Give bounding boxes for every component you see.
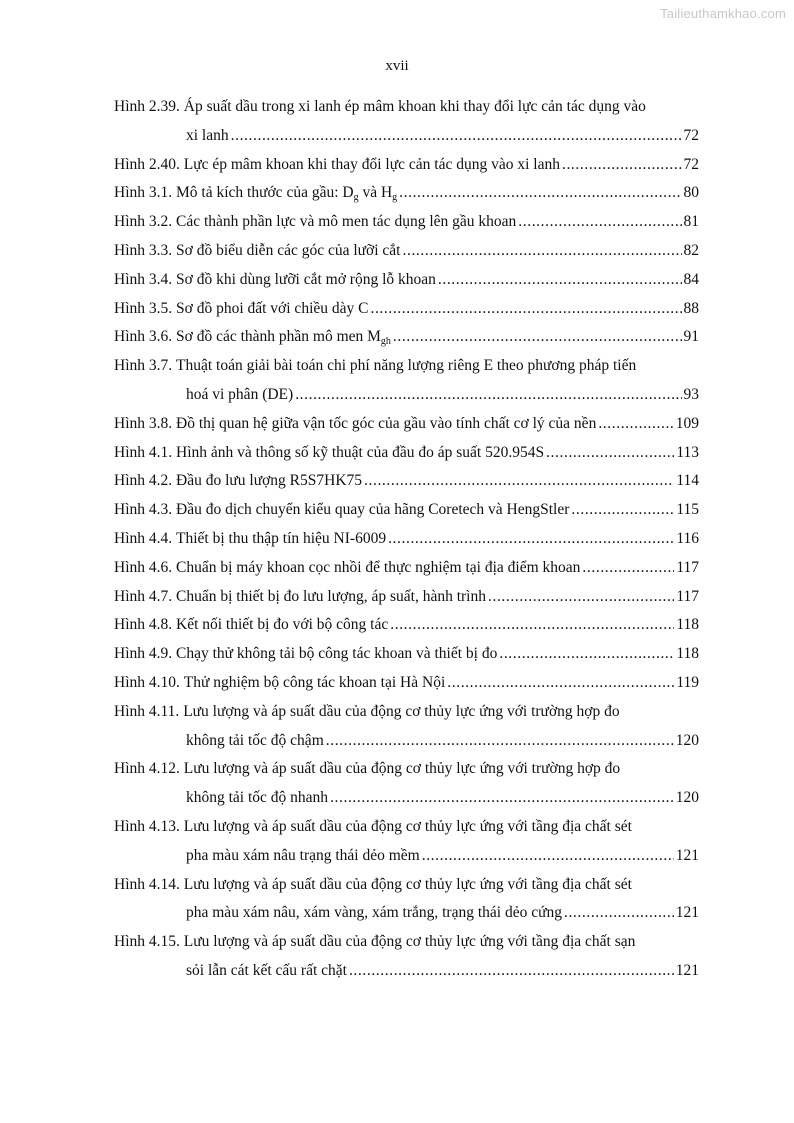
dot-leader: [598, 410, 673, 439]
toc-entry-line2: [114, 957, 699, 986]
toc-entry-page: 91: [683, 328, 699, 346]
toc-entry-label: Hình 4.15.: [114, 933, 180, 951]
toc-entry-page: 88: [683, 299, 699, 317]
toc-entry[interactable]: [114, 669, 699, 698]
dot-leader: [390, 611, 674, 640]
toc-entry[interactable]: [114, 611, 699, 640]
toc-entry-page: 72: [683, 126, 699, 144]
toc-entry-line1: [114, 813, 699, 842]
dot-leader: [231, 122, 682, 151]
watermark: Tailieuthamkhao.com: [660, 6, 786, 21]
toc-entry-title: Kết nối thiết bị đo với bộ công tác: [176, 616, 389, 634]
list-of-figures: [114, 93, 699, 986]
toc-entry-label: Hình 4.1.: [114, 443, 173, 461]
toc-entry[interactable]: [114, 583, 699, 612]
toc-entry-label: Hình 4.14.: [114, 875, 180, 893]
toc-entry-title-cont: sỏi lẫn cát kết cấu rất chặt: [186, 961, 347, 979]
dot-leader: [564, 899, 674, 928]
dot-leader: [518, 208, 681, 237]
dot-leader: [403, 237, 682, 266]
toc-entry-title: Thuật toán giải bài toán chi phí năng lượng riêng E theo phương pháp tiến: [176, 357, 637, 375]
toc-entry-title: Sơ đồ khi dùng lưỡi cắt mở rộng lỗ khoan: [176, 270, 436, 288]
toc-entry[interactable]: [114, 928, 699, 986]
toc-entry-title: Lưu lượng và áp suất dầu của động cơ thủy lực ứng với trường hợp đo: [183, 760, 621, 778]
toc-entry-line1: [114, 871, 699, 900]
toc-entry-title: Chuẩn bị máy khoan cọc nhồi để thực nghiệm tại địa điểm khoan: [176, 558, 581, 576]
toc-entry-page: 118: [676, 645, 699, 663]
toc-entry-page: 93: [683, 385, 699, 403]
toc-entry-line1: [114, 755, 699, 784]
toc-entry[interactable]: [114, 266, 699, 295]
toc-entry-title: Lưu lượng và áp suất dầu của động cơ thủy lực ứng với trường hợp đo: [183, 702, 620, 720]
toc-entry-label: Hình 3.6.: [114, 328, 173, 346]
toc-entry-label: Hình 4.9.: [114, 645, 173, 663]
toc-entry[interactable]: [114, 554, 699, 583]
dot-leader: [349, 957, 674, 986]
toc-entry[interactable]: [114, 410, 699, 439]
toc-entry-page: 84: [683, 270, 699, 288]
toc-entry-label: Hình 4.7.: [114, 587, 173, 605]
toc-entry-page: 81: [683, 213, 699, 231]
toc-entry[interactable]: [114, 179, 699, 208]
dot-leader: [582, 554, 674, 583]
toc-entry-title: Đầu đo lưu lượng R5S7HK75: [176, 472, 363, 490]
toc-entry-title: Đầu đo dịch chuyển kiểu quay của hãng Coretech và HengStler: [176, 501, 570, 519]
toc-entry-label: Hình 3.1.: [114, 184, 173, 202]
toc-entry-page: 120: [675, 731, 699, 749]
dot-leader: [562, 151, 682, 180]
toc-entry-title-cont: hoá vi phân (DE): [186, 385, 294, 403]
toc-entry-page: 121: [675, 961, 699, 979]
toc-entry-page: 113: [676, 443, 699, 461]
toc-entry-label: Hình 4.4.: [114, 529, 173, 547]
dot-leader: [422, 842, 674, 871]
dot-leader: [399, 179, 681, 208]
toc-entry-label: Hình 4.8.: [114, 616, 173, 634]
toc-entry-page: 80: [683, 184, 699, 202]
toc-entry-line2: [114, 122, 699, 151]
toc-entry-title: Lực ép mâm khoan khi thay đổi lực cản tác dụng vào xi lanh: [183, 155, 560, 173]
toc-entry-label: Hình 4.11.: [114, 702, 180, 720]
toc-entry-title: Đồ thị quan hệ giữa vận tốc góc của gầu vào tính chất cơ lý của nền: [176, 414, 597, 432]
toc-entry-label: Hình 3.2.: [114, 213, 173, 231]
dot-leader: [546, 439, 674, 468]
toc-entry-line2: [114, 899, 699, 928]
toc-entry-label: Hình 3.3.: [114, 241, 173, 259]
toc-entry-title: Sơ đồ biểu diễn các góc của lưỡi cắt: [176, 241, 401, 259]
toc-entry-label: Hình 3.8.: [114, 414, 173, 432]
dot-leader: [364, 467, 674, 496]
toc-entry-page: 119: [676, 673, 699, 691]
toc-entry-page: 117: [676, 587, 699, 605]
toc-entry-page: 121: [675, 904, 699, 922]
toc-entry-line1: [114, 352, 699, 381]
toc-entry-title: Sơ đồ phoi đất với chiều dày C: [176, 299, 369, 317]
dot-leader: [388, 525, 674, 554]
toc-entry-page: 117: [676, 558, 699, 576]
toc-entry-title: Hình ảnh và thông số kỹ thuật của đầu đo áp suất 520.954S: [176, 443, 545, 461]
toc-entry-line1: [114, 928, 699, 957]
dot-leader: [326, 727, 674, 756]
toc-entry[interactable]: [114, 439, 699, 468]
toc-entry[interactable]: [114, 525, 699, 554]
toc-entry-label: Hình 4.6.: [114, 558, 173, 576]
toc-entry-page: 72: [683, 155, 699, 173]
toc-entry-title-cont: pha màu xám nâu trạng thái dẻo mềm: [186, 846, 420, 864]
toc-entry-line2: [114, 381, 699, 410]
toc-entry-page: 116: [676, 529, 699, 547]
toc-entry-page: 118: [676, 616, 699, 634]
toc-entry-title: Lưu lượng và áp suất dầu của động cơ thủy lực ứng với tầng địa chất sét: [183, 817, 632, 835]
toc-entry-label: Hình 4.3.: [114, 501, 173, 519]
dot-leader: [499, 640, 674, 669]
toc-entry[interactable]: [114, 813, 699, 871]
toc-entry[interactable]: [114, 640, 699, 669]
toc-entry-label: Hình 4.13.: [114, 817, 180, 835]
toc-entry-title-cont: không tải tốc độ nhanh: [186, 789, 329, 807]
toc-entry[interactable]: [114, 755, 699, 813]
toc-entry-title: Sơ đồ các thành phần mô men $M_{gh}$: [176, 328, 391, 348]
toc-entry-title-cont: xi lanh: [186, 126, 229, 144]
toc-entry-page: 120: [675, 789, 699, 807]
toc-entry-label: Hình 4.10.: [114, 673, 180, 691]
toc-entry-title: Thiết bị thu thập tín hiệu NI-6009: [176, 529, 387, 547]
toc-entry-page: 82: [683, 241, 699, 259]
toc-entry-title: Lưu lượng và áp suất dầu của động cơ thủy lực ứng với tầng địa chất sét: [183, 875, 632, 893]
toc-entry-line2: [114, 842, 699, 871]
dot-leader: [447, 669, 674, 698]
toc-entry-title: Thử nghiệm bộ công tác khoan tại Hà Nội: [183, 673, 446, 691]
dot-leader: [393, 323, 682, 352]
toc-entry[interactable]: [114, 151, 699, 180]
toc-entry-title: Các thành phần lực và mô men tác dụng lên gầu khoan: [176, 213, 517, 231]
toc-entry[interactable]: [114, 698, 699, 756]
toc-entry-page: 114: [676, 472, 699, 490]
toc-entry-title: Chạy thử không tải bộ công tác khoan và thiết bị đo: [176, 645, 498, 663]
toc-entry[interactable]: [114, 352, 699, 410]
toc-entry-label: Hình 3.7.: [114, 357, 173, 375]
toc-entry-line1: [114, 698, 699, 727]
toc-entry-line1: [114, 93, 699, 122]
toc-entry-page: 109: [675, 414, 699, 432]
toc-entry-label: Hình 4.12.: [114, 760, 180, 778]
toc-entry[interactable]: [114, 496, 699, 525]
toc-entry-label: Hình 2.40.: [114, 155, 180, 173]
page-number: xvii: [385, 58, 409, 74]
toc-entry-title: Áp suất dầu trong xi lanh ép mâm khoan khi thay đổi lực cản tác dụng vào: [183, 98, 646, 115]
toc-entry-page: 115: [676, 501, 699, 519]
toc-entry-title-cont: không tải tốc độ chậm: [186, 731, 324, 749]
toc-entry[interactable]: [114, 208, 699, 237]
toc-entry[interactable]: [114, 93, 699, 151]
dot-leader: [330, 784, 674, 813]
toc-entry-line2: [114, 727, 699, 756]
toc-entry[interactable]: [114, 295, 699, 324]
dot-leader: [370, 295, 681, 324]
toc-entry[interactable]: [114, 323, 699, 352]
toc-entry-title: Lưu lượng và áp suất dầu của động cơ thủy lực ứng với tầng địa chất sạn: [183, 933, 636, 951]
dot-leader: [571, 496, 674, 525]
dot-leader: [295, 381, 681, 410]
toc-entry-line2: [114, 784, 699, 813]
toc-entry-page: 121: [675, 846, 699, 864]
toc-entry-title: Mô tả kích thước của gầu: $D_g$ và $H_g$: [176, 184, 398, 204]
dot-leader: [488, 583, 674, 612]
toc-entry-label: Hình 4.2.: [114, 472, 173, 490]
toc-entry[interactable]: [114, 467, 699, 496]
toc-entry-label: Hình 3.4.: [114, 270, 173, 288]
toc-entry-label: Hình 3.5.: [114, 299, 173, 317]
toc-entry-title-cont: pha màu xám nâu, xám vàng, xám trắng, trạng thái dẻo cứng: [186, 904, 562, 922]
toc-entry-title: Chuẩn bị thiết bị đo lưu lượng, áp suất, hành trình: [176, 587, 486, 605]
toc-entry[interactable]: [114, 237, 699, 266]
toc-entry-label: Hình 2.39.: [114, 98, 180, 115]
toc-entry[interactable]: [114, 871, 699, 929]
dot-leader: [438, 266, 682, 295]
